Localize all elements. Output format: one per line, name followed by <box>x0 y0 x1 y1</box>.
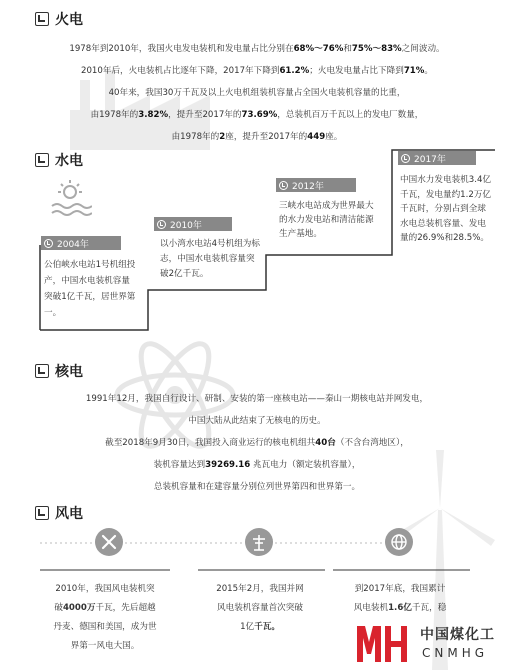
text-segment: 千瓦，先后超越 <box>95 603 156 613</box>
text-segment: （不含台湾地区）， <box>335 438 409 448</box>
text-segment: 装机容量达到 <box>153 460 206 470</box>
highlight-value: 61.2% <box>279 66 310 76</box>
text-line <box>40 637 170 656</box>
text-segment: 千瓦，稳 <box>411 603 447 613</box>
text-segment: 座。 <box>325 132 343 142</box>
hydro-step-2017-text: 中国水力发电装机3.4亿千瓦，发电量约1.2万亿千瓦时，分别占到全球水电总装机容量、发电量的26.9%和28.5%。 <box>400 175 492 243</box>
text-segment: 2010年，我国风电装机突 <box>55 584 155 594</box>
text-segment: 1978年到2010年，我国火电发电装机和发电量占比分别在 <box>69 44 294 54</box>
highlight-value: 1.6亿 <box>388 603 412 613</box>
logo-name-cn: 中国煤化工 <box>420 627 495 643</box>
section-title: 火电 <box>55 12 83 28</box>
text-segment: ，提升至2017年的 <box>168 110 242 120</box>
highlight-value: 71% <box>403 66 425 76</box>
text-segment: 2015年2月，我国并网 <box>216 584 304 594</box>
text-segment: 界第一风电大国。 <box>70 641 140 651</box>
text-segment: 到2017年底，我国累计 <box>354 584 446 594</box>
logo-name-en: CNMHG <box>422 646 489 660</box>
text-segment: 风电装机容量首次突破 <box>217 603 303 613</box>
text-segment: 由1978年的 <box>171 132 220 142</box>
text-segment: 1亿 <box>240 622 255 632</box>
text-segment: 中国大陆从此结束了无核电的历史。 <box>188 416 326 426</box>
text-segment: 之间波动。 <box>401 44 445 54</box>
highlight-value: 68%～76% <box>293 44 344 54</box>
text-line <box>40 599 170 618</box>
text-segment: ，总装机百万千瓦以上的发电厂数量， <box>277 110 424 120</box>
text-segment: 总装机容量和在建容量分别位列世界第四和世界第一。 <box>153 482 361 492</box>
highlight-value: 4000万 <box>62 603 96 613</box>
section-title: 水电 <box>55 153 83 169</box>
text-segment: 由1978年的 <box>90 110 139 120</box>
section-title: 核电 <box>55 364 83 380</box>
text-segment: 。 <box>424 66 433 76</box>
wind-item-2015 <box>195 580 325 637</box>
text-line <box>335 580 465 599</box>
wind-item-2017 <box>335 580 465 618</box>
wind-item-2010 <box>40 580 170 656</box>
section-title: 风电 <box>55 506 83 522</box>
highlight-value: 千瓦。 <box>254 622 280 632</box>
text-segment: 丹麦、德国和美国，成为世 <box>53 622 157 632</box>
highlight-value: 2 <box>219 132 226 142</box>
text-segment: 座，提升至2017年的 <box>225 132 308 142</box>
text-line <box>195 580 325 599</box>
highlight-value: 73.69% <box>241 110 278 120</box>
text-segment: 1991年12月，我国自行设计、研制、安装的第一座核电站——秦山一期核电站并网发电， <box>85 394 429 404</box>
highlight-value: 39269.16 <box>205 460 251 470</box>
highlight-value: 75%～83% <box>351 44 402 54</box>
text-line <box>195 599 325 618</box>
grid-tower-icon <box>245 528 273 556</box>
text-segment: 2010年后，火电装机占比逐年下降，2017年下降到 <box>81 66 280 76</box>
highlight-value: 449 <box>307 132 326 142</box>
text-segment: 和 <box>343 44 352 54</box>
cnmhg-logo-mark <box>355 620 415 666</box>
text-segment: 截至2018年9月30日，我国投入商业运行的核电机组共 <box>105 438 316 448</box>
text-line <box>335 599 465 618</box>
text-line <box>195 618 325 637</box>
text-segment: ；火电发电量占比下降到 <box>309 66 404 76</box>
text-segment: 风电装机 <box>353 603 389 613</box>
text-segment: 破 <box>54 603 63 613</box>
tools-icon <box>95 528 123 556</box>
year-tag-2012: 2012年 <box>276 178 356 192</box>
hydro-step-2012-text: 三峡水电站成为世界最大的水力发电站和清洁能源生产基地。 <box>279 201 374 239</box>
text-segment: 40年来，我国30万千瓦及以上火电机组装机容量占全国火电装机容量的比重， <box>108 88 406 98</box>
text-line <box>40 580 170 599</box>
year-tag-2017: 2017年 <box>398 151 476 165</box>
year-tag-2010: 2010年 <box>154 217 232 231</box>
hydro-step-2004-text: 公伯峡水电站1号机组投产，中国水电装机容量突破1亿千瓦，居世界第一。 <box>44 260 136 318</box>
year-tag-2004: 2004年 <box>41 236 121 250</box>
text-line <box>40 618 170 637</box>
text-segment: 兆瓦电力（额定装机容量）， <box>250 460 361 470</box>
hydro-step-2010-text: 以小湾水电站4号机组为标志，中国水电装机容量突破2亿千瓦。 <box>160 239 260 279</box>
highlight-value: 3.82% <box>138 110 169 120</box>
highlight-value: 40台 <box>315 438 336 448</box>
globe-icon <box>385 528 413 556</box>
